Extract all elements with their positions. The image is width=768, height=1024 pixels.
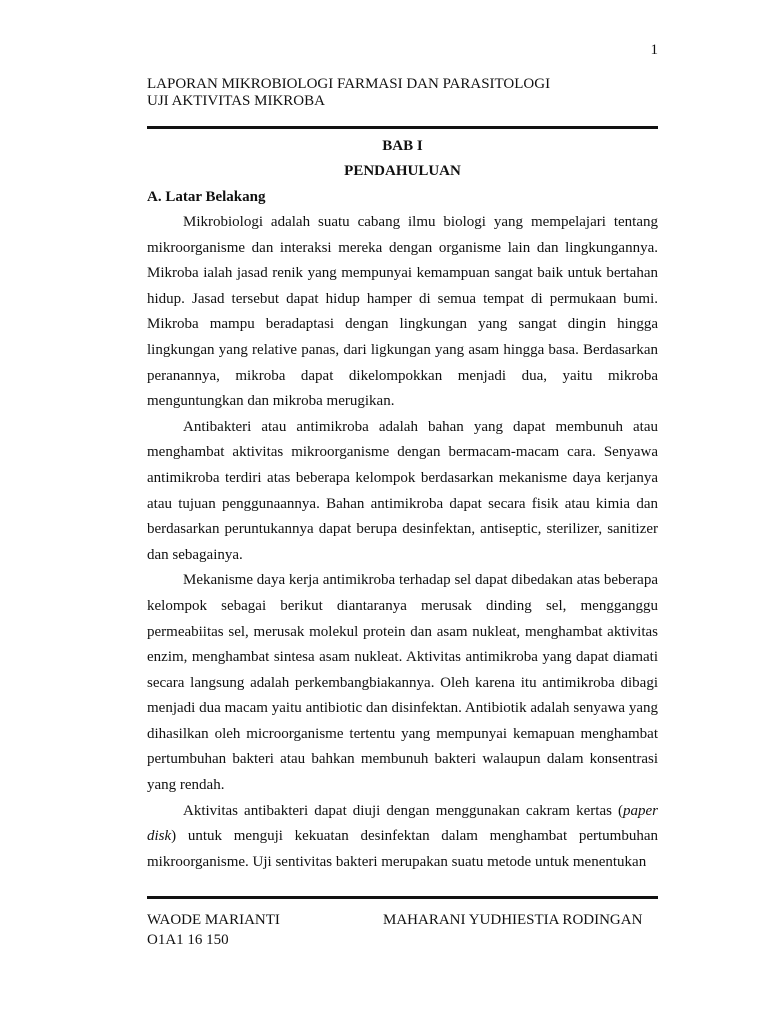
paragraph-4-text-end: ) untuk menguji kekuatan desinfektan dalam menghambat pertumbuhan mikroorganisme. Uji sentivitas bakteri merupakan suatu metode untuk menentukan bbox=[147, 828, 658, 870]
coauthor-name: MAHARANI YUDHIESTIA RODINGAN bbox=[383, 912, 643, 928]
chapter-title: PENDAHULUAN bbox=[344, 163, 461, 179]
header-subtitle: UJI AKTIVITAS MIKROBA bbox=[147, 93, 325, 109]
paragraph-2: Antibakteri atau antimikroba adalah bahan yang dapat membunuh atau menghambat aktivitas mikroorganisme dengan bermacam-macam cara. Senyawa antimikroba terdiri atas beberapa kelompok berdasarkan mekanisme daya kerjanya atau tujuan penggunaannya. Bahan antimikroba dapat secara fisik atau kimia dan berdasarkan peruntukannya dapat berupa desinfektan, antiseptic, sterilizer, sanitizer dan sebagainya. bbox=[147, 418, 658, 563]
header-divider bbox=[147, 126, 658, 129]
body-text bbox=[147, 210, 658, 875]
author-student-id: O1A1 16 150 bbox=[147, 932, 229, 948]
paragraph-4 bbox=[147, 799, 658, 876]
chapter-number: BAB I bbox=[382, 138, 423, 154]
paragraph-4-text-start: Aktivitas antibakteri dapat diuji dengan menggunakan cakram kertas ( bbox=[183, 802, 623, 819]
report-header bbox=[147, 76, 550, 110]
author-name: WAODE MARIANTI bbox=[147, 912, 280, 928]
footer-right bbox=[383, 910, 642, 930]
footer-divider bbox=[147, 896, 658, 899]
page-number: 1 bbox=[650, 42, 658, 58]
paragraph-3: Mekanisme daya kerja antimikroba terhadap sel dapat dibedakan atas beberapa kelompok sebagai berikut diantaranya merusak dinding sel, mengganggu permeabiitas sel, merusak molekul protein dan asam nukleat, menghambat aktivitas enzim, menghambat sintesa asam nukleat. Aktivitas antimikroba yang dapat diamati secara langsung adalah perkembangbiakannya. Oleh karena itu antimikroba dibagi menjadi dua macam yaitu antibiotic dan disinfektan. Antibiotik adalah senyawa yang dihasilkan oleh microorganisme tertentu yang mempunyai kemapuan menghambat pertumbuhan bakteri atau bahkan membunuh bakteri walaupun dalam konsentrasi yang rendah. bbox=[147, 572, 658, 794]
section-heading: A. Latar Belakang bbox=[147, 189, 266, 205]
footer-left bbox=[147, 910, 280, 950]
paragraph-4-italic-term: paper disk bbox=[147, 802, 658, 845]
header-title: LAPORAN MIKROBIOLOGI FARMASI DAN PARASITOLOGI bbox=[147, 76, 551, 92]
paragraph-1: Mikrobiologi adalah suatu cabang ilmu biologi yang mempelajari tentang mikroorganisme dan interaksi mereka dengan organisme lain dan lingkungannya. Mikroba ialah jasad renik yang mempunyai kemampuan sangat baik untuk bertahan hidup. Jasad tersebut dapat hidup hamper di semua tempat di permukaan bumi. Mikroba mampu beradaptasi dengan lingkungan yang sangat dingin hingga lingkungan yang relative panas, dari ligkungan yang asam hingga basa. Berdasarkan peranannya, mikroba dapat dikelompokkan menjadi dua, yaitu mikroba menguntungkan dan mikroba merugikan. bbox=[147, 214, 658, 410]
